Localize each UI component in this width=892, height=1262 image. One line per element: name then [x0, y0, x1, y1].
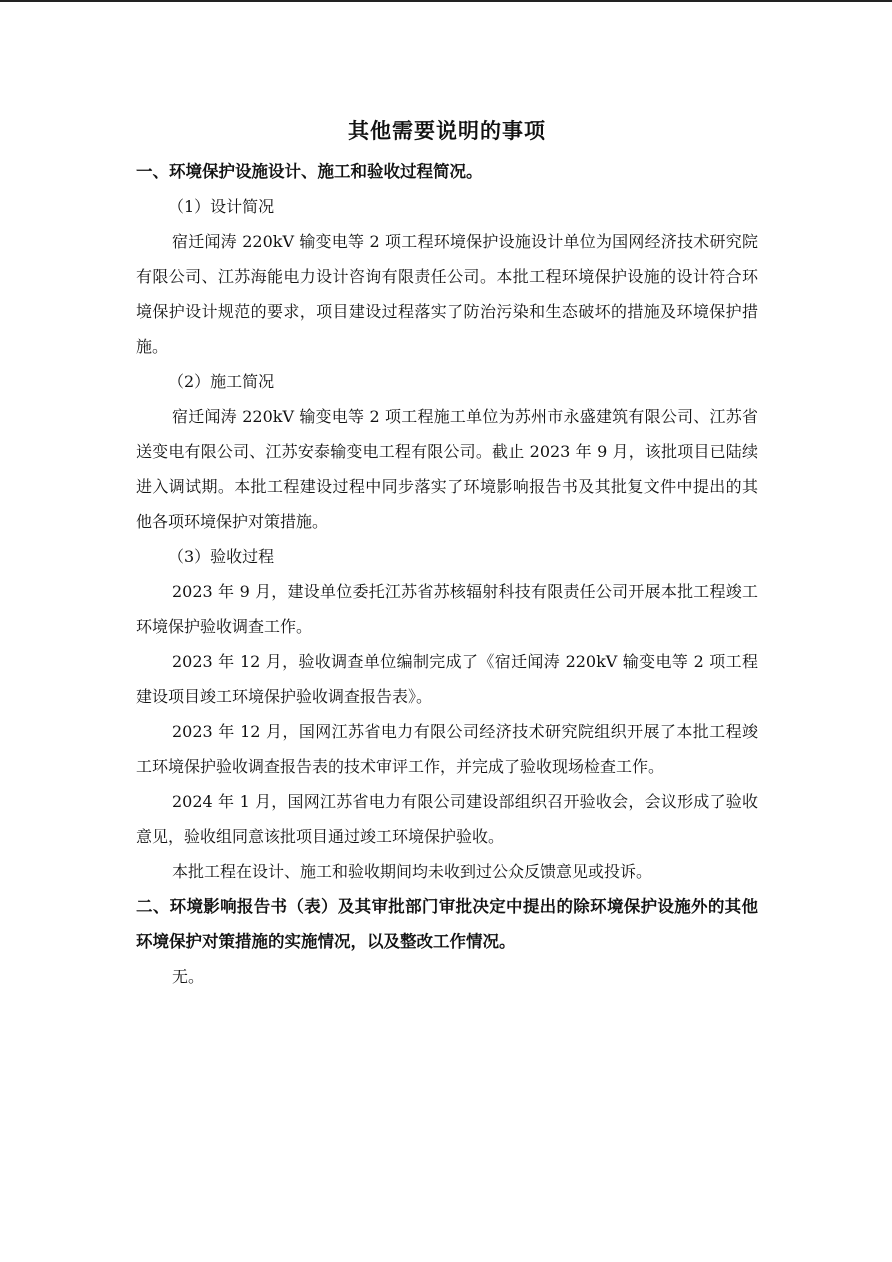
document-page: [136, 114, 758, 994]
acceptance-paragraph-4: 2024 年 1 月，国网江苏省电力有限公司建设部组织召开验收会，会议形成了验收意见，验收组同意该批项目通过竣工环境保护验收。: [136, 792, 758, 846]
top-border-rule: [0, 0, 892, 2]
construction-paragraph: 宿迁闻涛 220kV 输变电等 2 项工程施工单位为苏州市永盛建筑有限公司、江苏省送变电有限公司、江苏安泰输变电工程有限公司。截止 2023 年 9 月，该批项目已陆续进入调试期。本批工程建设过程中同步落实了环境影响报告书及其批复文件中提出的其他各项环境保护对策措施。: [136, 407, 758, 531]
page-title: 其他需要说明的事项: [348, 118, 546, 143]
section-2-paragraph: 无。: [172, 967, 205, 986]
construction-subheading: （2）施工简况: [168, 372, 275, 391]
acceptance-paragraph-3: 2023 年 12 月，国网江苏省电力有限公司经济技术研究院组织开展了本批工程竣工环境保护验收调查报告表的技术审评工作，并完成了验收现场检查工作。: [136, 722, 758, 776]
section-1-heading: 一、环境保护设施设计、施工和验收过程简况。: [136, 162, 483, 181]
section-2-heading: 二、环境影响报告书（表）及其审批部门审批决定中提出的除环境保护设施外的其他环境保护对策措施的实施情况，以及整改工作情况。: [136, 897, 758, 951]
design-subheading: （1）设计简况: [168, 197, 275, 216]
acceptance-subheading: （3）验收过程: [168, 547, 275, 566]
acceptance-paragraph-2: 2023 年 12 月，验收调查单位编制完成了《宿迁闻涛 220kV 输变电等 2 项工程建设项目竣工环境保护验收调查报告表》。: [136, 652, 758, 706]
design-paragraph: 宿迁闻涛 220kV 输变电等 2 项工程环境保护设施设计单位为国网经济技术研究院有限公司、江苏海能电力设计咨询有限责任公司。本批工程环境保护设施的设计符合环境保护设计规范的要求，项目建设过程落实了防治污染和生态破坏的措施及环境保护措施。: [136, 232, 758, 356]
acceptance-paragraph-5: 本批工程在设计、施工和验收期间均未收到过公众反馈意见或投诉。: [172, 862, 653, 881]
acceptance-paragraph-1: 2023 年 9 月，建设单位委托江苏省苏核辐射科技有限责任公司开展本批工程竣工环境保护验收调查工作。: [136, 582, 758, 636]
